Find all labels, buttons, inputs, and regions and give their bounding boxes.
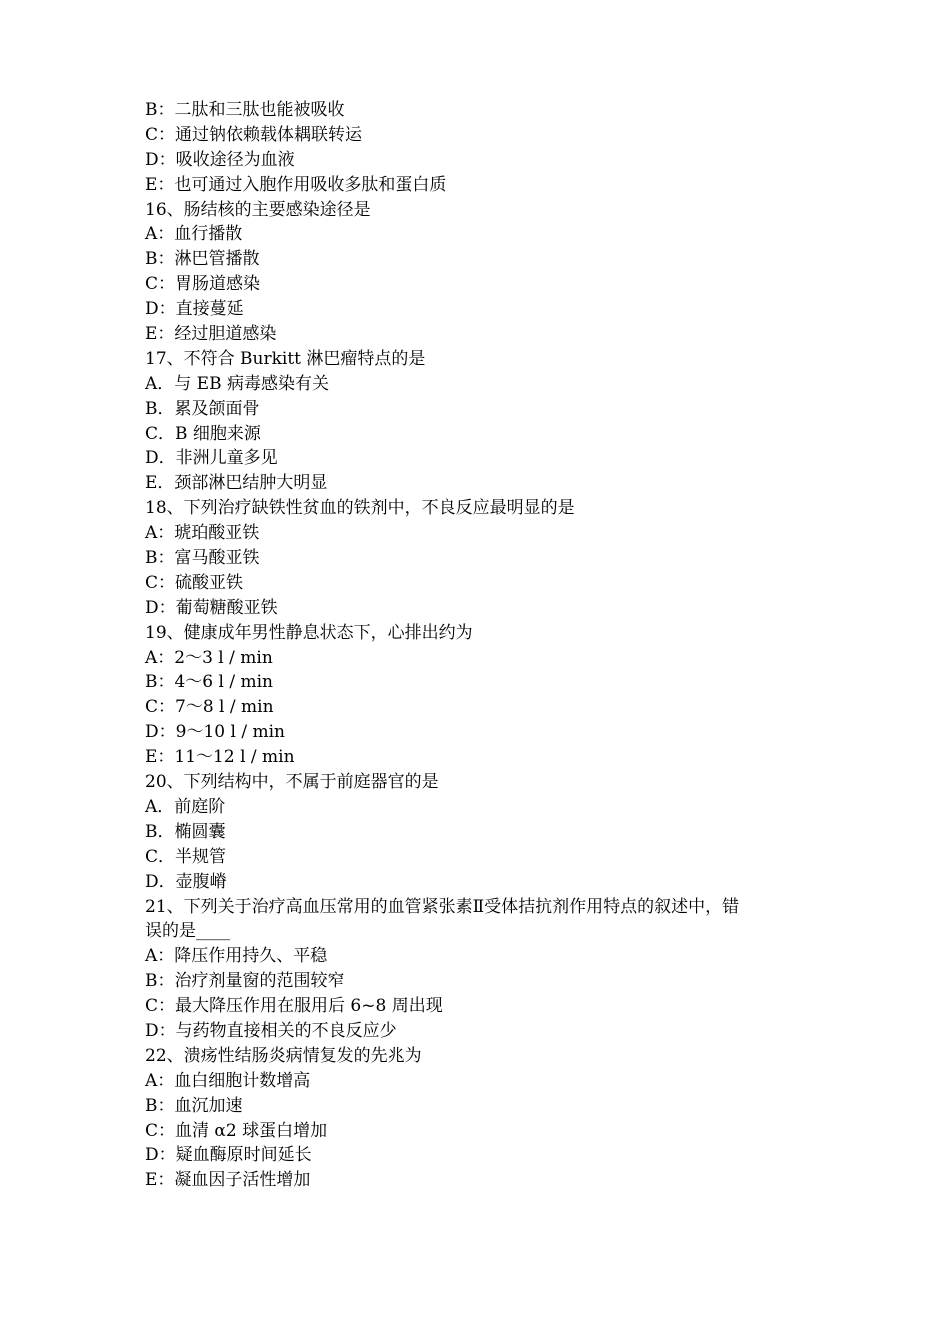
option-line: C：通过钠依赖载体耦联转运 [145,124,363,145]
option-line: D：9～10 l / min [145,722,285,743]
question-stem-continued: 误的是____ [145,921,230,942]
option-line: B．椭圆囊 [145,821,226,842]
option-line: C：7～8 l / min [145,697,274,718]
question-stem: 19、健康成年男性静息状态下，心排出约为 [145,622,473,643]
option-line: A：2～3 l / min [145,647,273,668]
option-line: E．颈部淋巴结肿大明显 [145,473,328,494]
question-stem: 18、下列治疗缺铁性贫血的铁剂中，不良反应最明显的是 [145,498,575,519]
option-line: D．非洲儿童多见 [145,448,278,469]
option-line: C：硫酸亚铁 [145,572,244,593]
option-line: B．累及颌面骨 [145,398,260,419]
question-stem: 20、下列结构中，不属于前庭器官的是 [145,772,439,793]
question-stem: 21、下列关于治疗高血压常用的血管紧张素Ⅱ受体拮抗剂作用特点的叙述中，错 [145,896,740,917]
option-line: B：治疗剂量窗的范围较窄 [145,971,345,992]
option-line: D：葡萄糖酸亚铁 [145,597,278,618]
option-line: E：11～12 l / min [145,747,295,768]
option-line: A：降压作用持久、平稳 [145,946,328,967]
option-line: D：与药物直接相关的不良反应少 [145,1020,397,1041]
option-line: E：凝血因子活性增加 [145,1170,311,1191]
option-line: C：血清 α2 球蛋白增加 [145,1120,328,1141]
option-line: A：血白细胞计数增高 [145,1070,311,1091]
option-line: C．半规管 [145,846,227,867]
option-line: D：直接蔓延 [145,299,244,320]
option-line: A．与 EB 病毒感染有关 [145,373,329,394]
option-line: D：疑血酶原时间延长 [145,1145,312,1166]
question-list [145,98,815,1193]
option-line: E：也可通过入胞作用吸收多肽和蛋白质 [145,174,447,195]
option-line: D．壶腹嵴 [145,871,227,892]
option-line: A．前庭阶 [145,796,226,817]
question-stem: 17、不符合 Burkitt 淋巴瘤特点的是 [145,348,426,369]
option-line: D：吸收途径为血液 [145,149,295,170]
option-line: B：富马酸亚铁 [145,548,260,569]
option-line: B：二肽和三肽也能被吸收 [145,100,345,120]
option-line: E：经过胆道感染 [145,324,277,345]
option-line: B：血沉加速 [145,1095,243,1116]
option-line: B：淋巴管播散 [145,249,260,270]
option-line: C．B 细胞来源 [145,423,261,444]
option-line: C：胃肠道感染 [145,274,261,295]
option-line: A：琥珀酸亚铁 [145,523,260,544]
option-line: B：4～6 l / min [145,672,274,693]
question-stem: 22、溃疡性结肠炎病情复发的先兆为 [145,1045,422,1066]
question-stem: 16、肠结核的主要感染途径是 [145,199,371,220]
option-line: A：血行播散 [145,224,243,245]
option-line: C：最大降压作用在服用后 6~8 周出现 [145,996,443,1017]
